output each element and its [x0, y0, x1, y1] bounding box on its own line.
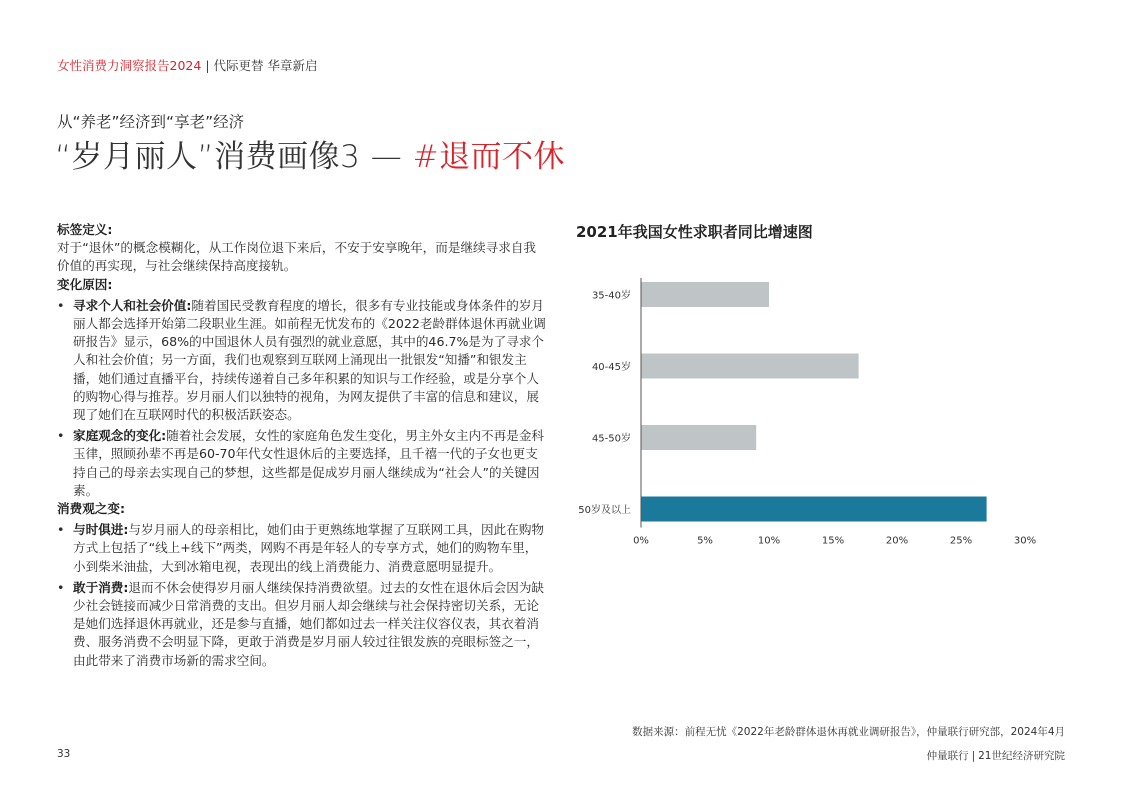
label-consumption: 消费观之变: [57, 501, 126, 517]
bullet-icon: • [57, 428, 65, 444]
reason-text: 随着国民受教育程度的增长，很多有专业技能或身体条件的岁月丽人都会选择开始第二段职业生涯。如前程无忧发布的《2022老龄群体退休再就业调研报告》显示，68%的中国退休人员有强烈的就业意愿，其中的46.7%是为了寻求个人和社会价值；另一方面，我们也观察到互联网上涌现出一批银发“知播”和银发主播，她们通过直播平台，持续传递着自己多年积累的知识与工作经验，或是分享个人的购物心得与推荐。岁月丽人们以独特的视角，为网友提供了丰富的信息和建议，展现了她们在互联网时代的积极活跃姿态。 [73, 297, 546, 423]
bar-chart [560, 260, 1060, 600]
footer-separator: | [971, 750, 976, 762]
category-label: 40-45岁 [591, 362, 631, 373]
reason-title: 寻求个人和社会价值: [73, 297, 192, 313]
page-title [55, 136, 565, 178]
chart-title: 2021年我国女性求职者同比增速图 [576, 223, 813, 241]
page-title-hashtag: #退而不休 [412, 139, 566, 175]
bullet-icon: • [57, 522, 65, 538]
category-label: 35-40岁 [591, 290, 631, 302]
label-definition: 标签定义: [57, 222, 113, 237]
consumption-text: 与岁月丽人的母亲相比，她们由于更熟练地掌握了互联网工具，因此在购物方式上包括了“线上+线下”两类，网购不再是年轻人的专享方式，她们的购物车里，小到柴米油盐，大到冰箱电视，表现出的线上消费能力、消费意愿明显提升。 [73, 522, 545, 574]
footer-org-21st: 21世纪经济研究院 [978, 750, 1065, 762]
reason-title: 家庭观念的变化: [73, 428, 167, 444]
consumption-title: 敢于消费: [73, 579, 129, 595]
x-tick-label: 30% [1013, 535, 1037, 547]
chart-bar [641, 425, 756, 450]
page-title-prefix: “岁月丽人”消费画像3 — [55, 139, 413, 175]
x-tick-label: 0% [633, 535, 649, 547]
chart-bar [641, 282, 769, 307]
x-tick-label: 25% [949, 535, 973, 547]
consumption-text: 退而不休会使得岁月丽人继续保持消费欲望。过去的女性在退休后会因为缺少社会链接而减少日常消费的支出。但岁月丽人却会继续与社会保持密切关系，无论是她们选择退休再就业，还是参与直播，她们都如过去一样关注仪容仪表，其衣着消费、服务消费不会明显下降，更敢于消费是岁月丽人较过往银发族的亮眼标签之一，由此带来了消费市场新的需求空间。 [73, 579, 545, 668]
bullet-icon: • [57, 579, 65, 595]
category-label: 45-50岁 [591, 433, 631, 445]
footer-org-jll: 仲量联行 [926, 750, 969, 762]
label-reasons: 变化原因: [57, 276, 113, 292]
list-item [57, 427, 547, 500]
x-tick-label: 5% [697, 535, 713, 547]
data-source: 数据来源：前程无忧《2022年老龄群体退休再就业调研报告》，仲量联行研究部，2024年4月 [632, 726, 1065, 738]
list-item [57, 579, 547, 670]
definition-text: 对于“退休”的概念模糊化，从工作岗位退下来后，不安于安享晚年，而是继续寻求自我价值的再实现，与社会继续保持高度接轨。 [57, 240, 537, 274]
bullet-icon: • [57, 297, 65, 313]
header-separator: | [205, 58, 210, 73]
x-tick-label: 15% [821, 535, 845, 547]
report-subtitle: 代际更替 华章新启 [213, 58, 318, 73]
list-item [57, 297, 547, 424]
category-label: 50岁及以上 [578, 505, 631, 516]
report-header [57, 56, 318, 74]
x-tick-label: 10% [757, 535, 781, 547]
x-tick-label: 20% [885, 535, 909, 547]
list-item [57, 521, 547, 576]
section-title: 从“养老”经济到“享老”经济 [57, 113, 245, 131]
reason-text: 随着社会发展，女性的家庭角色发生变化，男主外女主内不再是金科玉律，照顾孙辈不再是60-70年代女性退休后的主要选择，且千禧一代的子女也更支持自己的母亲去实现自己的梦想，这些都是促成岁月丽人继续成为“社会人”的关键因素。 [73, 428, 545, 498]
body-text [57, 221, 547, 670]
chart-bar [641, 497, 987, 522]
footer-orgs [927, 748, 1065, 763]
consumption-title: 与时俱进: [73, 522, 129, 538]
chart-bar [641, 354, 859, 379]
report-name: 女性消费力洞察报告2024 [57, 58, 202, 73]
page-number: 33 [57, 748, 71, 760]
